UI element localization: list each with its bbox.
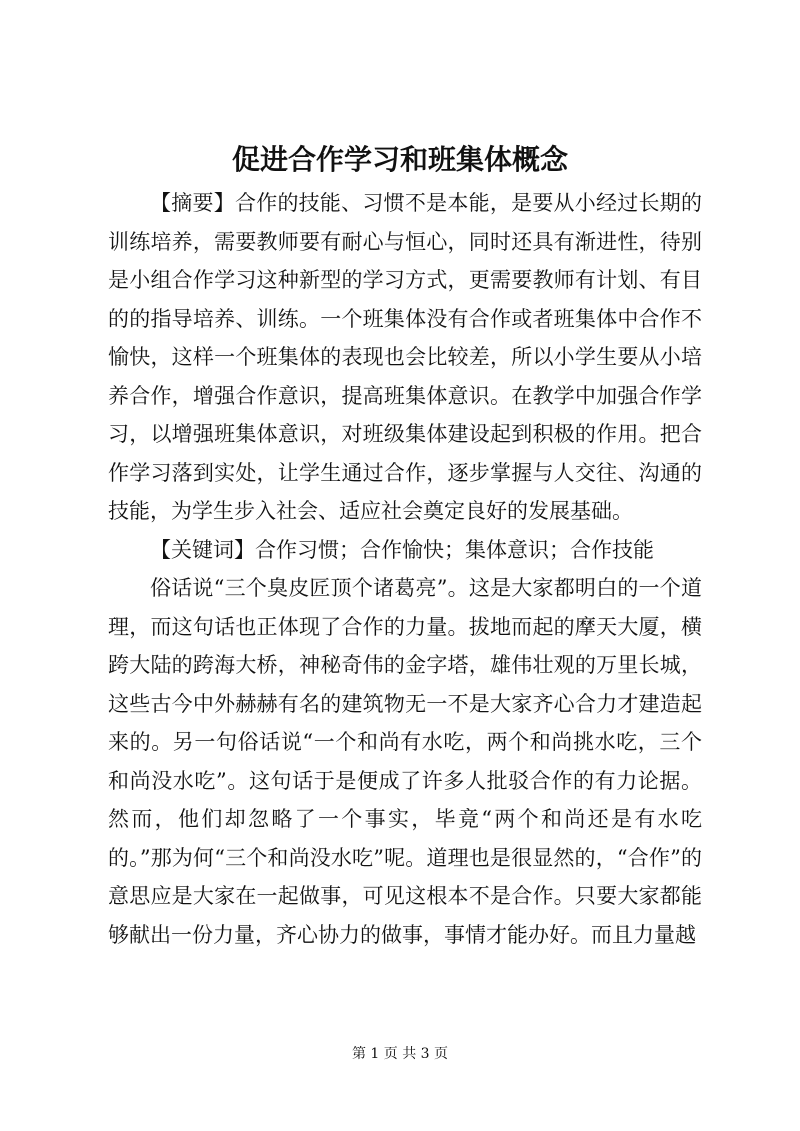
keywords-paragraph: 【关键词】合作习惯；合作愉快；集体意识；合作技能 xyxy=(150,537,654,562)
abstract-paragraph: 【摘要】合作的技能、习惯不是本能，是要从小经过长期的训练培养，需要教师要有耐心与恒心，同时还具有渐进性，待别是小组合作学习这种新型的学习方式，更需要教师有计划、有目的的指导培养、训练。一个班集体没有合作或者班集体中合作不愉快，这样一个班集体的表现也会比较差，所以小学生要从小培养合作，增强合作意识，提高班集体意识。在教学中加强合作学习，以增强班集体意识，对班级集体建设起到积极的作用。把合作学习落到实处，让学生通过合作，逐步掌握与人交往、沟通的技能，为学生步入社会、适应社会奠定良好的发展基础。 xyxy=(108,191,702,523)
page-indicator: 第 1 页 共 3 页 xyxy=(351,1046,449,1062)
document-body xyxy=(108,184,702,954)
document-title: 促进合作学习和班集体概念 xyxy=(231,143,568,176)
body-paragraph: 俗话说“三个臭皮匠顶个诸葛亮”。这是大家都明白的一个道理，而这句话也正体现了合作的力量。拔地而起的摩天大厦，横跨大陆的跨海大桥，神秘奇伟的金字塔，雄伟壮观的万里长城，这些古今中外赫赫有名的建筑物无一不是大家齐心合力才建造起来的。另一句俗话说“一个和尚有水吃，两个和尚挑水吃，三个和尚没水吃”。这句话于是便成了许多人批驳合作的有力论据。然而，他们却忽略了一个事实，毕竟“两个和尚还是有水吃的。”那为何“三个和尚没水吃”呢。道理也是很显然的，“合作”的意思应是大家在一起做事，可见这根本不是合作。只要大家都能够献出一份力量，齐心协力的做事，事情才能办好。而且力量越 xyxy=(108,576,702,947)
